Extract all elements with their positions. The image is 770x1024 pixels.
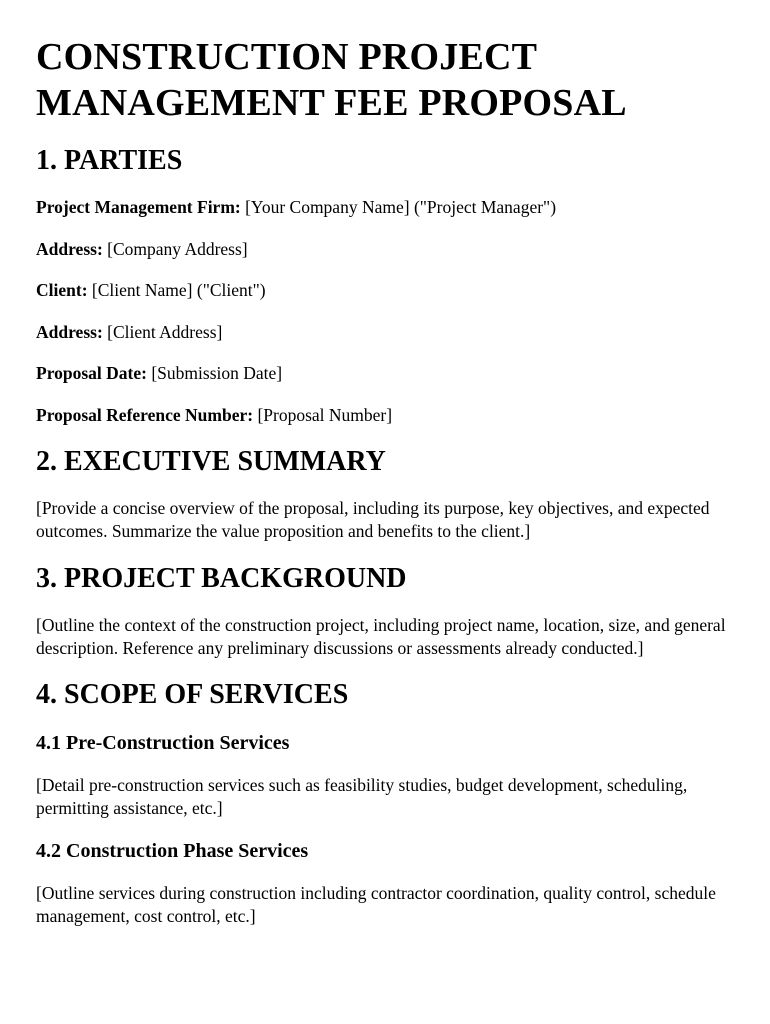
field-label: Proposal Date: bbox=[36, 363, 147, 383]
section-scope-of-services bbox=[36, 678, 734, 927]
field-label: Address: bbox=[36, 321, 103, 342]
executive-summary-body: [Provide a concise overview of the proposal, including its purpose, key objectives, and expected outcomes. Summarize the value proposition and benefits to the client.] bbox=[36, 498, 710, 541]
title-line-1: CONSTRUCTION PROJECT bbox=[36, 36, 538, 78]
field-value: [Your Company Name] ("Project Manager") bbox=[240, 197, 557, 217]
field-label: Client: bbox=[36, 280, 88, 300]
subsection-heading-construction-phase: 4.2 Construction Phase Services bbox=[36, 840, 309, 862]
field-client-address bbox=[36, 321, 734, 344]
field-proposal-date bbox=[36, 362, 734, 385]
section-heading-parties: 1. PARTIES bbox=[36, 145, 183, 176]
field-value: [Submission Date] bbox=[146, 363, 283, 383]
section-heading-project-background: 3. PROJECT BACKGROUND bbox=[36, 563, 407, 594]
field-value: [Client Name] ("Client") bbox=[87, 280, 266, 300]
document-title bbox=[36, 34, 734, 126]
field-value: [Client Address] bbox=[102, 321, 223, 342]
field-value: [Company Address] bbox=[102, 238, 248, 259]
title-line-2: MANAGEMENT FEE PROPOSAL bbox=[36, 82, 627, 124]
field-label: Address: bbox=[36, 238, 103, 259]
field-label: Proposal Reference Number: bbox=[36, 404, 254, 425]
field-value: [Proposal Number] bbox=[253, 404, 393, 425]
section-heading-executive-summary: 2. EXECUTIVE SUMMARY bbox=[36, 446, 386, 477]
subsection-heading-pre-construction: 4.1 Pre-Construction Services bbox=[36, 732, 290, 754]
field-client bbox=[36, 279, 734, 302]
field-company-address bbox=[36, 238, 734, 261]
section-parties bbox=[36, 144, 734, 426]
field-proposal-reference-number bbox=[36, 404, 734, 427]
project-background-body: [Outline the context of the construction project, including project name, location, size, and general description. Reference any preliminary discussions or assessments already conducted.] bbox=[36, 615, 726, 658]
field-label: Project Management Firm: bbox=[36, 197, 241, 217]
section-project-background bbox=[36, 562, 734, 659]
section-executive-summary bbox=[36, 445, 734, 542]
field-project-management-firm bbox=[36, 196, 734, 219]
construction-phase-body: [Outline services during construction including contractor coordination, quality control, schedule management, cost control, etc.] bbox=[36, 883, 716, 926]
section-heading-scope-of-services: 4. SCOPE OF SERVICES bbox=[36, 679, 349, 710]
pre-construction-body: [Detail pre-construction services such as feasibility studies, budget development, scheduling, permitting assistance, etc.] bbox=[36, 775, 688, 818]
